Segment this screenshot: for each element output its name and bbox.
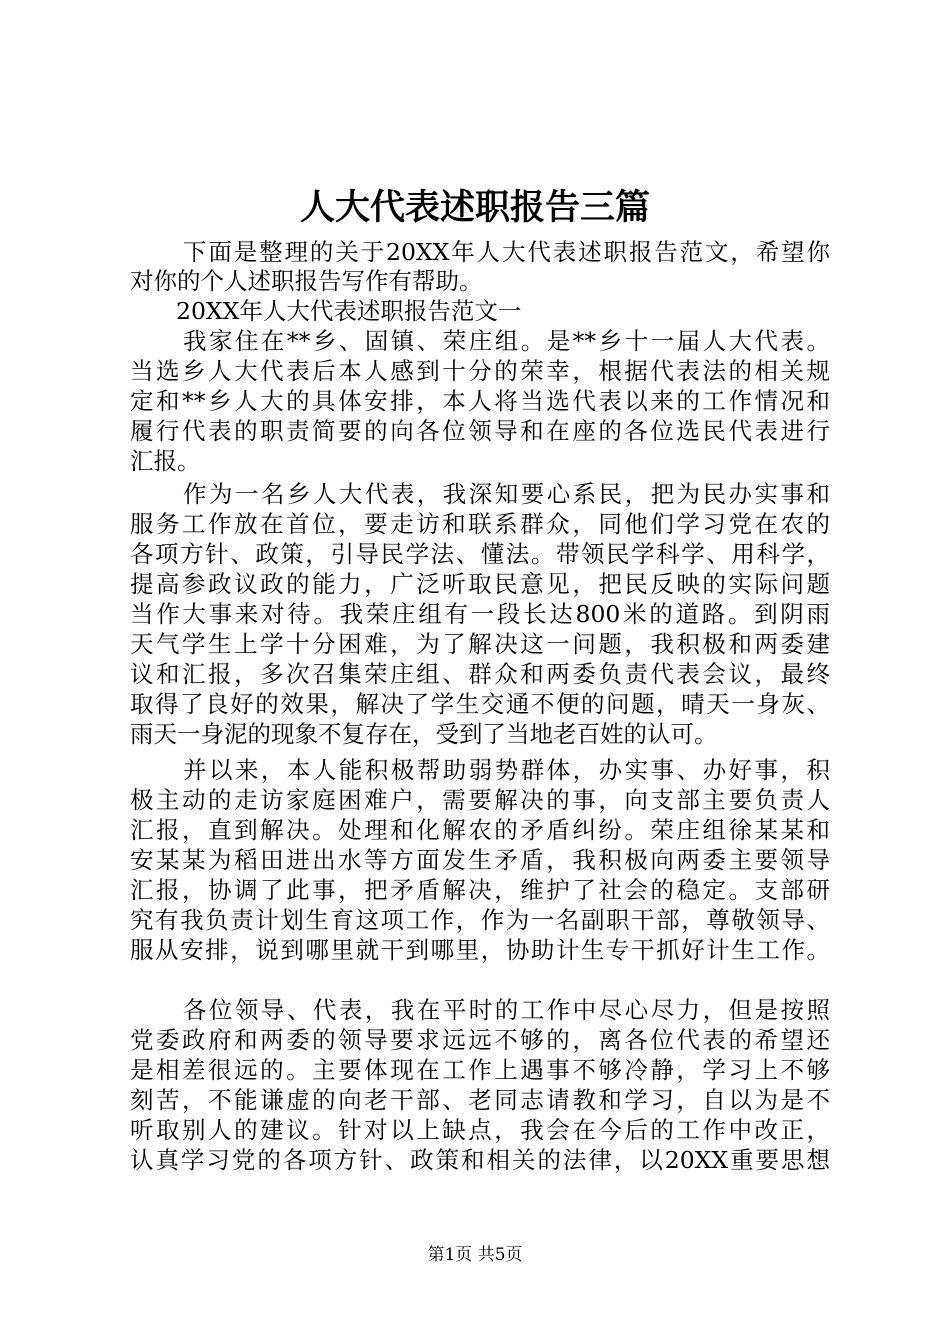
paragraph-line: 议和汇报，多次召集荣庄组、群众和两委负责代表会议，最终 — [130, 660, 830, 688]
paragraph-line: 雨天一身泥的现象不复存在，受到了当地老百姓的认可。 — [130, 720, 718, 748]
paragraph-line: 并以来，本人能积极帮助弱势群体，办实事、办好事，积 — [183, 756, 830, 784]
paragraph-line: 作为一名乡人大代表，我深知要心系民，把为民办实事和 — [183, 480, 830, 508]
paragraph-line: 取得了良好的效果，解决了学生交通不便的问题，晴天一身灰、 — [130, 690, 830, 718]
paragraph-line: 刻苦，不能谦虚的向老干部、老同志请教和学习，自以为是不 — [130, 1086, 830, 1114]
paragraph-line: 定和**乡人大的具体安排，本人将当选代表以来的工作情况和 — [130, 387, 830, 415]
paragraph-line: 各项方针、政策，引导民学法、懂法。带领民学科学、用科学， — [130, 540, 830, 568]
paragraph-line: 汇报，直到解决。处理和化解农的矛盾纠纷。荣庄组徐某某和 — [130, 816, 830, 844]
paragraph-line: 汇报，协调了此事，把矛盾解决，维护了社会的稳定。支部研 — [130, 876, 830, 904]
paragraph-line: 当作大事来对待。我荣庄组有一段长达800米的道路。到阴雨 — [130, 600, 830, 628]
paragraph-line: 天气学生上学十分困难，为了解决这一问题，我积极和两委建 — [130, 630, 830, 658]
paragraph-line: 安某某为稻田进出水等方面发生矛盾，我积极向两委主要领导 — [130, 846, 830, 874]
paragraph-line: 听取别人的建议。针对以上缺点，我会在今后的工作中改正， — [130, 1116, 830, 1144]
document-title: 人大代表述职报告三篇 — [299, 187, 650, 228]
paragraph-line: 履行代表的职责简要的向各位领导和在座的各位选民代表进行 — [130, 417, 830, 445]
paragraph-line: 认真学习党的各项方针、政策和相关的法律，以20XX重要思想 — [130, 1146, 830, 1174]
paragraph-line: 是相差很远的。主要体现在工作上遇事不够冷静，学习上不够 — [130, 1056, 830, 1084]
paragraph-line: 提高参政议政的能力，广泛听取民意见，把民反映的实际问题 — [130, 570, 830, 598]
paragraph-line: 对你的个人述职报告写作有帮助。 — [130, 267, 483, 295]
paragraph-line: 各位领导、代表，我在平时的工作中尽心尽力，但是按照 — [183, 996, 830, 1024]
paragraph-line: 究有我负责计划生育这项工作，作为一名副职干部，尊敬领导、 — [130, 906, 830, 934]
paragraph-line: 服务工作放在首位，要走访和联系群众，同他们学习党在农的 — [130, 510, 830, 538]
paragraph-line: 我家住在**乡、固镇、荣庄组。是**乡十一届人大代表。 — [183, 327, 830, 355]
paragraph-line: 当选乡人大代表后本人感到十分的荣幸，根据代表法的相关规 — [130, 357, 830, 385]
paragraph-line: 极主动的走访家庭困难户，需要解决的事，向支部主要负责人 — [130, 786, 830, 814]
paragraph-line: 下面是整理的关于20XX年人大代表述职报告范文，希望你 — [183, 238, 830, 266]
paragraph-line: 汇报。 — [130, 447, 201, 475]
page-number: 第1页 共5页 — [427, 1245, 523, 1265]
section-heading: 20XX年人大代表述职报告范文一 — [176, 297, 522, 325]
paragraph-line: 服从安排，说到哪里就干到哪里，协助计生专干抓好计生工作。 — [130, 936, 830, 964]
paragraph-line: 党委政府和两委的领导要求远远不够的，离各位代表的希望还 — [130, 1026, 830, 1054]
